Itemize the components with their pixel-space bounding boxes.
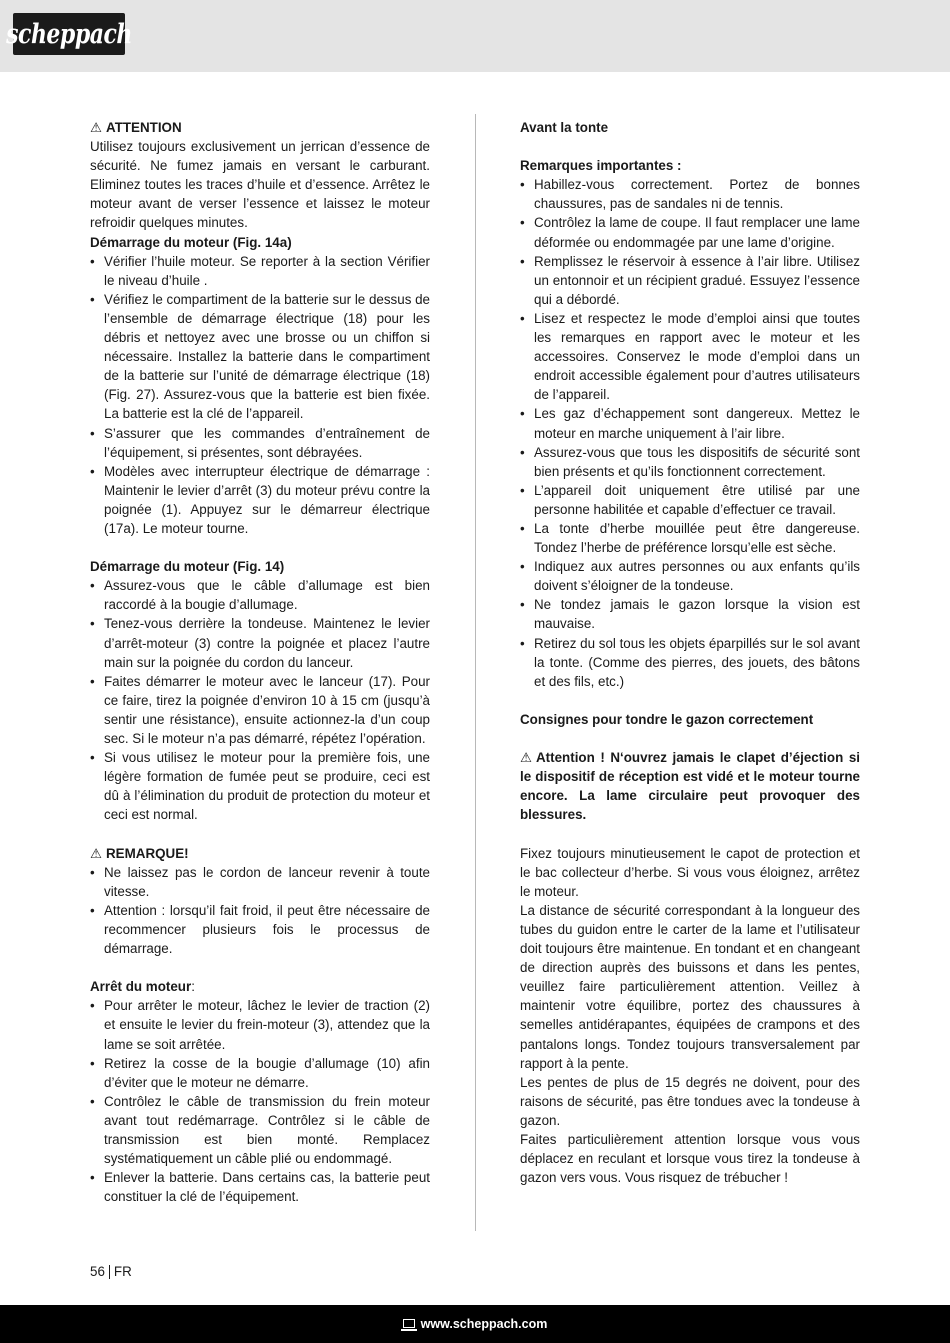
language-code: FR bbox=[113, 1264, 132, 1279]
list-item: • Pour arrêter le moteur, lâchez le levier de traction (2) et ensuite le levier du frein-moteur (3), attendez que la lame se soit arrêtée. bbox=[90, 996, 430, 1053]
list-item: • Retirez du sol tous les objets éparpillés sur le sol avant la tonte. (Comme des pierres, des jouets, des bâtons et des fils, etc.) bbox=[520, 634, 860, 691]
page-number-value: 56 bbox=[90, 1264, 105, 1279]
stop-heading: Arrêt du moteur: bbox=[90, 979, 195, 995]
column-divider bbox=[475, 114, 476, 1231]
list-item: • Vérifier l’huile moteur. Se reporter à la section Vérifier le niveau d’huile . bbox=[90, 252, 430, 290]
list-item: • S’assurer que les commandes d’entraînement de l’équipement, si présentes, sont débrayées. bbox=[90, 424, 430, 462]
header-band bbox=[0, 0, 950, 72]
list-item: • Remplissez le réservoir à essence à l’air libre. Utilisez un entonnoir et un récipient gradué. Essuyez l’essence qui a débordé. bbox=[520, 252, 860, 309]
warning-icon: ⚠ bbox=[520, 750, 533, 766]
start-14-list bbox=[90, 576, 430, 824]
list-item: • Attention : lorsqu’il fait froid, il peut être nécessaire de recommencer plusieurs fois le processus de démarrage. bbox=[90, 901, 430, 958]
page-number bbox=[90, 1264, 132, 1279]
list-item: • Faites démarrer le moteur avec le lanceur (17). Pour ce faire, tirez la poignée d’environ 10 à 15 cm (jusqu’à sentir une résistance), ensuite actionnez-la d’un coup sec. Si le moteur n’a pas démarré, répétez l’opération. bbox=[90, 672, 430, 748]
list-item: • Lisez et respectez le mode d’emploi ainsi que toutes les remarques en rapport avec le moteur et les accessoires. Conservez le mode d’emploi dans un endroit accessible également pour d’autres utilisateurs de l’appareil. bbox=[520, 309, 860, 404]
right-column bbox=[520, 118, 860, 1187]
mowing-heading: Consignes pour tondre le gazon correctement bbox=[520, 711, 814, 727]
list-item: • Indiquez aux autres personnes ou aux enfants qu’ils doivent s’éloigner de la tondeuse. bbox=[520, 557, 860, 595]
remark-heading: ⚠ REMARQUE! bbox=[90, 844, 430, 863]
attention-text: Utilisez toujours exclusivement un jerrican d’essence de sécurité. Ne fumez jamais en versant le carburant. Eliminez toutes les traces d’huile et d’essence. Arrêtez le moteur avant de verser l’essence et laissez le moteur refroidir quelques minutes. bbox=[90, 139, 430, 231]
footer-band bbox=[0, 1305, 950, 1343]
list-item: • Assurez-vous que tous les dispositifs de sécurité sont bien présents et qu’ils fonctionnent correctement. bbox=[520, 443, 860, 481]
mowing-warning: ⚠ Attention ! N‘ouvrez jamais le clapet d’éjection si le dispositif de réception est vidé et le moteur tourne encore. La lame circulaire peut provoquer des blessures. bbox=[520, 750, 860, 823]
list-item: • Si vous utilisez le moteur pour la première fois, une légère formation de fumée peut se produire, ceci est dû à l’élimination du produit de protection du moteur et ceci est normal. bbox=[90, 748, 430, 824]
start-14a-list bbox=[90, 252, 430, 538]
remarks-list bbox=[520, 175, 860, 691]
list-item: • Habillez-vous correctement. Portez de bonnes chaussures, pas de sandales ni de tennis. bbox=[520, 175, 860, 213]
paragraph: Les pentes de plus de 15 degrés ne doivent, pour des raisons de sécurité, pas être tondues avec la tondeuse à gazon. bbox=[520, 1074, 860, 1128]
list-item: • Retirez la cosse de la bougie d’allumage (10) afin d’éviter que le moteur ne démarre. bbox=[90, 1054, 430, 1092]
left-column bbox=[90, 118, 430, 1206]
paragraph: La distance de sécurité correspondant à la longueur des tubes du guidon entre le carter de la lame et l’utilisateur doit toujours être maintenue. En tondant et en changeant de direction auprès des buissons et dans les pentes, veuillez faire particulièrement attention. Veillez à maintenir votre équilibre, portez des chaussures à semelles antidérapantes, équipées de crampons et des pantalons longs. Tondez toujours transversalement par rapport à la pente. bbox=[520, 902, 860, 1071]
remarks-heading: Remarques importantes : bbox=[520, 158, 682, 174]
list-item: • L’appareil doit uniquement être utilisé par une personne habilitée et capable d’effectuer ce travail. bbox=[520, 481, 860, 519]
start-14-heading: Démarrage du moteur (Fig. 14) bbox=[90, 559, 285, 575]
before-mowing-heading: Avant la tonte bbox=[520, 120, 609, 135]
list-item: • Vérifiez le compartiment de la batterie sur le dessus de l’ensemble de démarrage électrique (18) pour les débris et nettoyez avec une brosse ou un chiffon si nécessaire. Installez la batterie dans le compartiment de la batterie sur l’unité de démarrage électrique (18) (Fig. 27). Assurez-vous que la batterie est bien fixée. La batterie est la clé de l’appareil. bbox=[90, 290, 430, 424]
website-link[interactable]: www.scheppach.com bbox=[420, 1317, 548, 1331]
brand-logo bbox=[6, 13, 132, 55]
list-item: • La tonte d’herbe mouillée peut être dangereuse. Tondez l’herbe de préférence lorsqu’elle est sèche. bbox=[520, 519, 860, 557]
stop-list bbox=[90, 996, 430, 1206]
monitor-icon bbox=[403, 1319, 415, 1328]
paragraph: Faites particulièrement attention lorsque vous vous déplacez en reculant et lorsque vous tirez la tondeuse à gazon vers vous. Vous risquez de trébucher ! bbox=[520, 1131, 860, 1186]
start-14a-heading: Démarrage du moteur (Fig. 14a) bbox=[90, 234, 292, 250]
brand-logo-text: scheppach bbox=[6, 17, 132, 51]
remark-list bbox=[90, 863, 430, 958]
list-item: • Assurez-vous que le câble d’allumage est bien raccordé à la bougie d’allumage. bbox=[90, 576, 430, 614]
list-item: • Ne laissez pas le cordon de lanceur revenir à toute vitesse. bbox=[90, 863, 430, 901]
page-separator bbox=[109, 1265, 110, 1279]
list-item: • Tenez-vous derrière la tondeuse. Maintenez le levier d’arrêt-moteur (3) contre la poignée et placez l’autre main sur la poignée du cordon du lanceur. bbox=[90, 614, 430, 671]
list-item: • Contrôlez la lame de coupe. Il faut remplacer une lame déformée ou endommagée par une lame d’origine. bbox=[520, 213, 860, 251]
list-item: • Ne tondez jamais le gazon lorsque la vision est mauvaise. bbox=[520, 595, 860, 633]
paragraph: Fixez toujours minutieusement le capot de protection et le bac collecteur d’herbe. Si vous vous éloignez, arrêtez le moteur. bbox=[520, 845, 860, 899]
warning-icon: ⚠ bbox=[90, 120, 103, 135]
list-item: • Enlever la batterie. Dans certains cas, la batterie peut constituer la clé de l’équipement. bbox=[90, 1168, 430, 1206]
list-item: • Contrôlez le câble de transmission du frein moteur avant tout redémarrage. Contrôlez si le câble de transmission est bien monté. Remplacez systématiquement un câble plié ou endommagé. bbox=[90, 1092, 430, 1168]
attention-heading: ⚠ ATTENTION bbox=[90, 118, 430, 137]
warning-icon: ⚠ bbox=[90, 845, 103, 861]
list-item: • Modèles avec interrupteur électrique de démarrage : Maintenir le levier d’arrêt (3) du moteur prévu contre la poignée (1). Appuyez sur le démarreur électrique (17a). Le moteur tourne. bbox=[90, 462, 430, 538]
list-item: • Les gaz d’échappement sont dangereux. Mettez le moteur en marche uniquement à l’air libre. bbox=[520, 404, 860, 442]
